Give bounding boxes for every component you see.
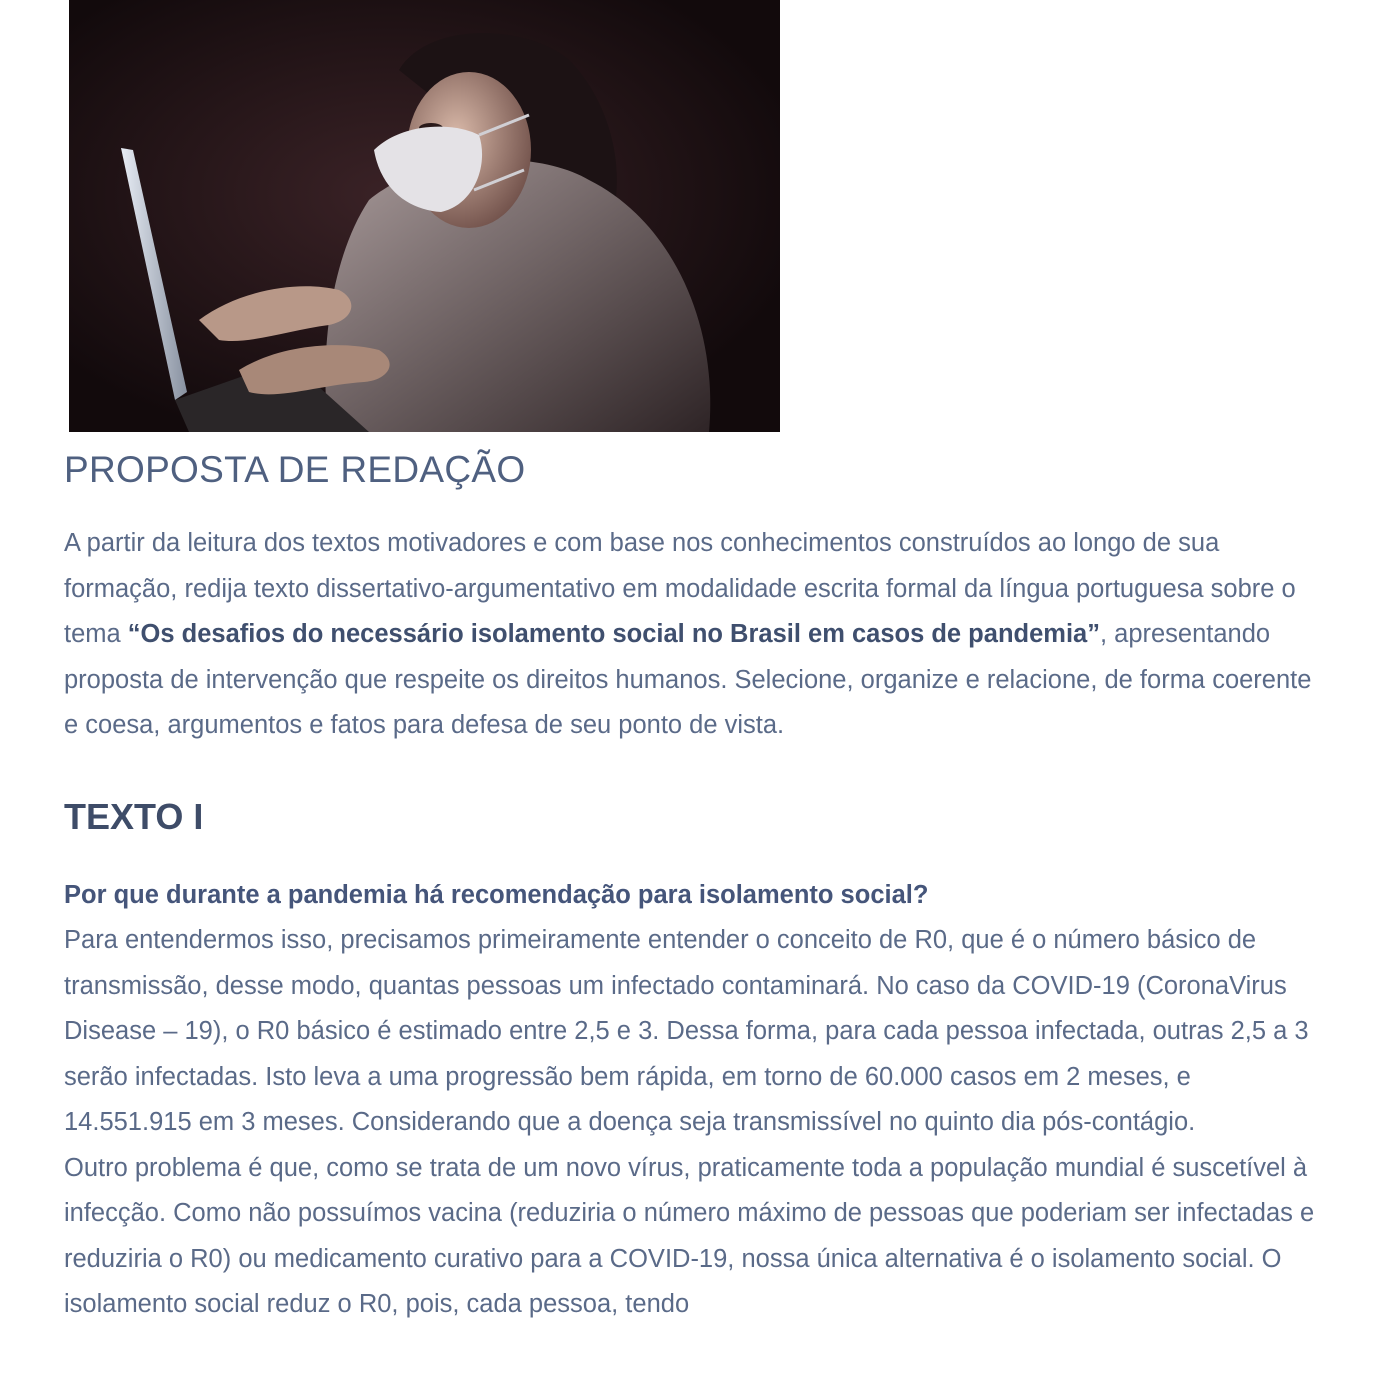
- texto-1-paragraph-2: Outro problema é que, como se trata de um novo vírus, praticamente toda a população mundial é suscetível à infecção. Como não possuímos vacina (reduziria o número máximo de pessoas que poderiam ser infectadas e reduziria o R0) ou medicamento curativo para a COVID-19, nossa única alternativa é o isolamento social. O isolamento social reduz o R0, pois, cada pessoa, tendo: [64, 1153, 1315, 1318]
- proposal-instructions: [64, 521, 1324, 749]
- proposal-intro-text: A partir da leitura dos textos motivadores e com base nos conhecimentos construídos ao longo de sua formação, redija texto dissertativo-argumentativo em modalidade escrita formal da língua portuguesa sobre o tema: [64, 529, 1296, 648]
- proposal-title: PROPOSTA DE REDAÇÃO: [64, 449, 526, 490]
- proposal-theme: “Os desafios do necessário isolamento social no Brasil em casos de pandemia”: [127, 620, 1100, 648]
- texto-1-heading: TEXTO I: [64, 795, 204, 837]
- person-in-mask-at-laptop-icon: [69, 0, 780, 432]
- hero-photo: [69, 0, 780, 432]
- texto-1-question: Por que durante a pandemia há recomendação para isolamento social?: [64, 880, 929, 909]
- texto-1-paragraph-1: Para entendermos isso, precisamos primeiramente entender o conceito de R0, que é o número básico de transmissão, desse modo, quantas pessoas um infectado contaminará. No caso da COVID-19 (CoronaVirus Disease – 19), o R0 básico é estimado entre 2,5 e 3. Dessa forma, para cada pessoa infectada, outras 2,5 a 3 serão infectadas. Isto leva a uma progressão bem rápida, em torno de 60.000 casos em 2 meses, e 14.551.915 em 3 meses. Considerando que a doença seja transmissível no quinto dia pós-contágio.: [64, 926, 1309, 1136]
- main-content: [64, 445, 1324, 1328]
- proposal-closing-text: , apresentando proposta de intervenção que respeite os direitos humanos. Selecione, organize e relacione, de forma coerente e coesa, argumentos e fatos para defesa de seu ponto de vista.: [64, 620, 1312, 739]
